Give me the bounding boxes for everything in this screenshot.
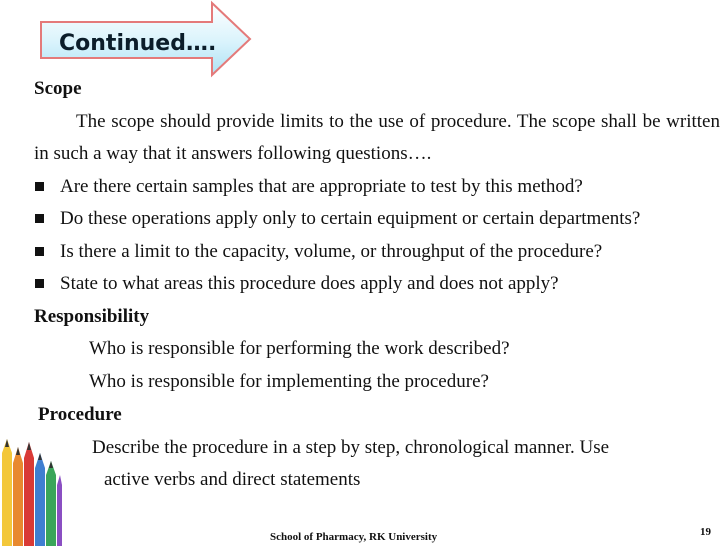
square-bullet-icon: [35, 214, 44, 223]
slide-content: [34, 73, 720, 497]
pencils-icon: [0, 425, 62, 546]
square-bullet-icon: [35, 279, 44, 288]
bullet-text: Are there certain samples that are appropriate to test by this method?: [60, 175, 583, 197]
procedure-heading: Procedure: [38, 404, 122, 425]
bullet-item: [34, 268, 720, 301]
bullet-item: [34, 171, 720, 204]
bullet-text: Is there a limit to the capacity, volume, or throughput of the procedure?: [60, 240, 603, 262]
footer-institution: School of Pharmacy, RK University: [270, 531, 438, 543]
title-banner: [34, 0, 254, 78]
bullet-item: [34, 236, 720, 269]
procedure-paragraph: [34, 432, 720, 497]
procedure-line-2: active verbs and direct statements: [104, 469, 361, 490]
bullet-text: Do these operations apply only to certain equipment or certain departments?: [60, 208, 641, 229]
square-bullet-icon: [35, 247, 44, 256]
responsibility-line: Who is responsible for performing the work described?: [89, 338, 510, 359]
colored-pencils-decoration: [0, 425, 62, 546]
bullet-text: State to what areas this procedure does apply and does not apply?: [60, 273, 559, 294]
procedure-line-1: Describe the procedure in a step by step, chronological manner. Use: [92, 436, 610, 458]
scope-bullet-list: [34, 171, 720, 301]
square-bullet-icon: [35, 182, 44, 191]
scope-heading: Scope: [34, 78, 82, 99]
scope-paragraph: The scope should provide limits to the use of procedure. The scope shall be written in such a way that it answers following questions….: [34, 110, 720, 164]
bullet-item: [34, 203, 720, 236]
responsibility-heading: Responsibility: [34, 305, 150, 327]
slide-title: Continued….: [59, 31, 217, 56]
responsibility-line: Who is responsible for implementing the procedure?: [89, 370, 489, 392]
page-number: 19: [700, 526, 711, 538]
